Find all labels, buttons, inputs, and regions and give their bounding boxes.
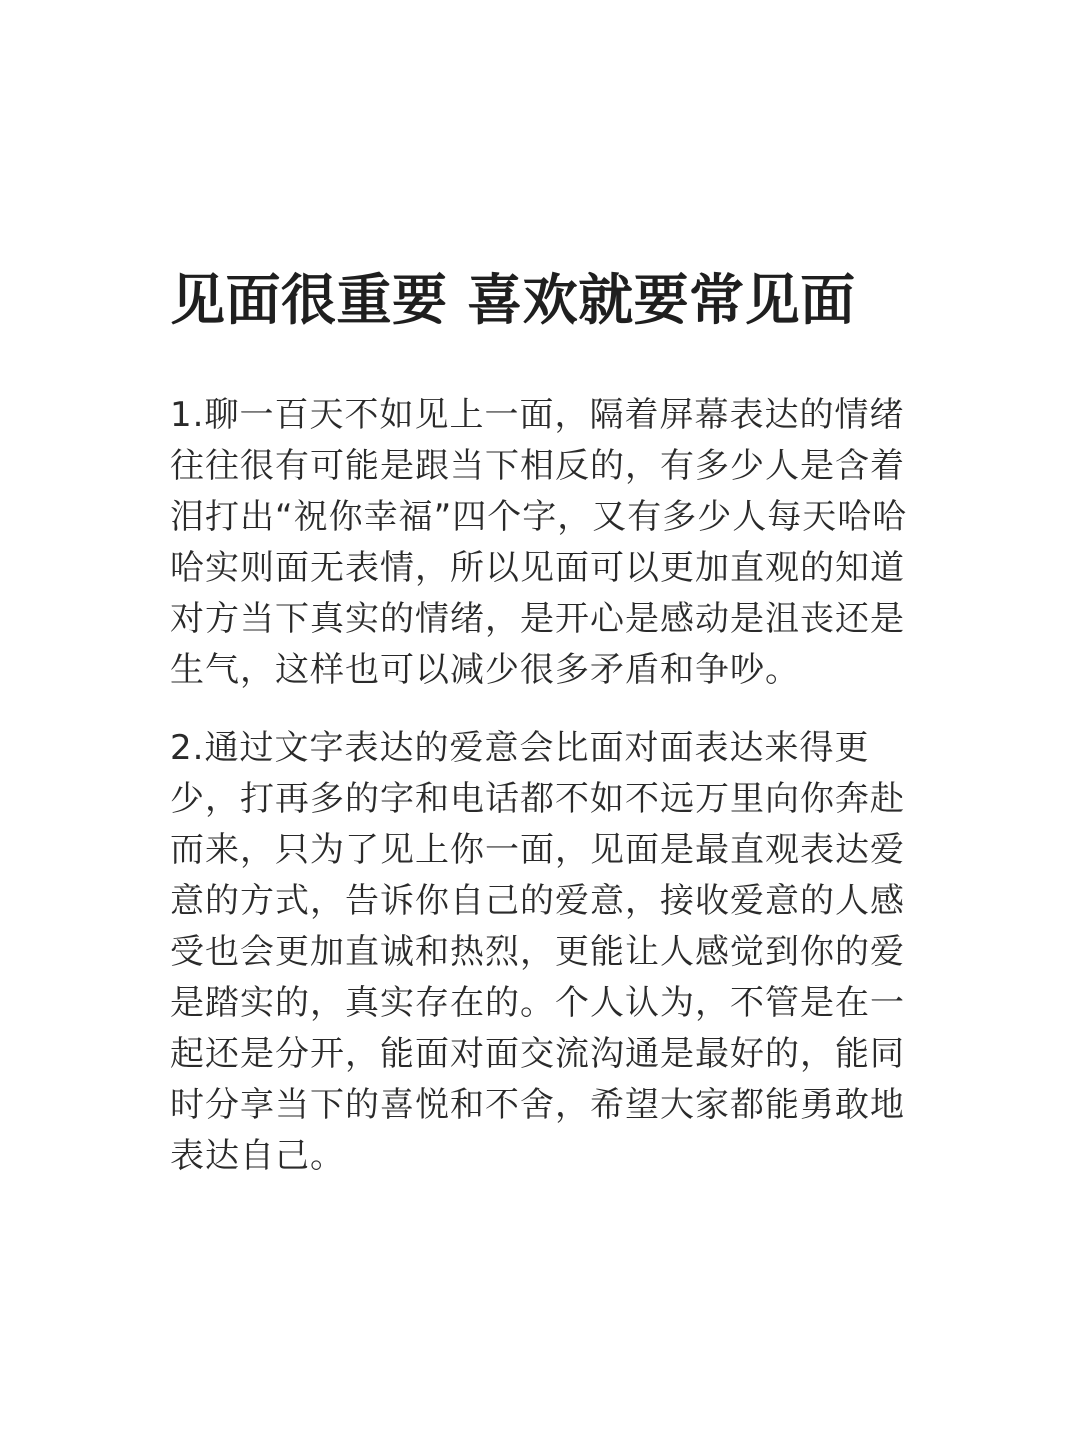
paragraph-line: 表达自己。: [170, 1136, 345, 1176]
paragraph-line: 是踏实的，真实存在的。个人认为，不管是在一: [170, 983, 905, 1023]
paragraph-line: 2.通过文字表达的爱意会比面对面表达来得更: [170, 728, 870, 768]
paragraph-line: 少，打再多的字和电话都不如不远万里向你奔赴: [170, 779, 905, 819]
paragraph-line: 受也会更加直诚和热烈，更能让人感觉到你的爱: [170, 932, 905, 972]
paragraph-line: 泪打出“祝你幸福”四个字，又有多少人每天哈哈: [170, 497, 908, 537]
article-title: 见面很重要 喜欢就要常见面: [170, 268, 856, 332]
paragraph-1: [170, 390, 908, 696]
paragraph-line: 起还是分开，能面对面交流沟通是最好的，能同: [170, 1034, 905, 1074]
paragraph-line: 时分享当下的喜悦和不舍，希望大家都能勇敢地: [170, 1085, 905, 1125]
paragraph-line: 对方当下真实的情绪，是开心是感动是沮丧还是: [170, 599, 905, 639]
paragraph-line: 1.聊一百天不如见上一面，隔着屏幕表达的情绪: [170, 395, 905, 435]
paragraph-2: [170, 723, 905, 1182]
paragraph-line: 往往很有可能是跟当下相反的，有多少人是含着: [170, 446, 905, 486]
paragraph-line: 意的方式，告诉你自己的爱意，接收爱意的人感: [170, 881, 905, 921]
paragraph-line: 生气，这样也可以减少很多矛盾和争吵。: [170, 650, 800, 690]
paragraph-line: 而来，只为了见上你一面，见面是最直观表达爱: [170, 830, 905, 870]
paragraph-line: 哈实则面无表情，所以见面可以更加直观的知道: [170, 548, 905, 588]
